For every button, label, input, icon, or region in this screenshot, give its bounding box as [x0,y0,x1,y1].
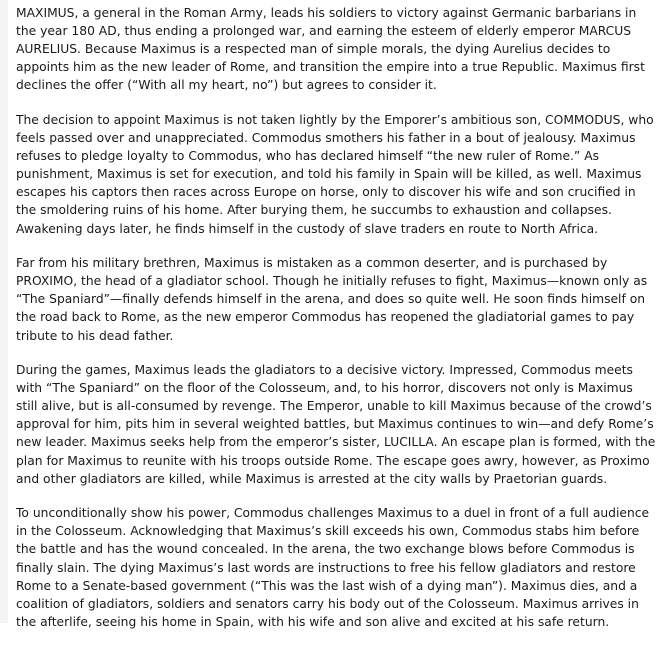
paragraph-2: The decision to appoint Maximus is not taken lightly by the Emporer’s ambitious son, COMMODUS, who feels passed over and unappreciated. Commodus smothers his father in a bout of jealousy. Maximus refuses to pledge loyalty to Commodus, who has declared himself “the new ruler of Rome.” As punishment, Maximus is set for execution, and told his family in Spain will be killed, as well. Maximus escapes his captors then races across Europe on horse, only to discover his wife and son crucified in the smoldering ruins of his home. After burying them, he succumbs to exhaustion and collapses. Awakening days later, he finds himself in the custody of slave traders en route to North Africa. [16,112,654,236]
paragraph-3: Far from his military brethren, Maximus is mistaken as a common deserter, and is purchased by PROXIMO, the head of a gladiator school. Though he initially refuses to fight, Maximus—known only as “The Spaniard”—finally defends himself in the arena, and does so quite well. He soon finds himself on the road back to Rome, as the new emperor Commodus has reopened the gladiatorial games to pay tribute to his dead father. [16,256,648,343]
paragraph-5: To unconditionally show his power, Commodus challenges Maximus to a duel in front of a full audience in the Colosseum. Acknowledging that Maximus’s skill exceeds his own, Commodus stabs him before the battle and has the wound concealed. In the arena, the two exchange blows before Commodus is finally slain. The dying Maximus’s last words are instructions to free his fellow gladiators and restore Rome to a Senate-based government (“This was the last wish of a dying man”). Maximus dies, and a coalition of gladiators, soldiers and senators carry his body out of the Colosseum. Maximus arrives in the afterlife, seeing his home in Spain, with his wife and son alive and excited at his safe return. [16,506,650,629]
left-gutter [0,0,8,623]
paragraph-4: During the games, Maximus leads the gladiators to a decisive victory. Impressed, Commodus meets with “The Spaniard” on the floor of the Colosseum, and, to his horror, discovers not only is Maximus still alive, but is all-consumed by revenge. The Emperor, unable to kill Maximus because of the crowd’s approval for him, pits him in several weighted battles, but Maximus continues to win—and defy Rome’s new leader. Maximus seeks help from the emperor’s sister, LUCILLA. An escape plan is formed, with the plan for Maximus to reunite with his troops outside Rome. The escape goes awry, however, as Proximo and other gladiators are killed, while Maximus is arrested at the city walls by Praetorian guards. [16,363,656,486]
paragraph-1: MAXIMUS, a general in the Roman Army, leads his soldiers to victory against Germanic barbarians in the year 180 AD, thus ending a prolonged war, and earning the esteem of elderly emperor MARCUS AURELIUS. Because Maximus is a respected man of simple morals, the dying Aurelius decides to appoints him as the new leader of Rome, and transition the empire into a true Republic. Maximus first declines the offer (“With all my heart, no”) but agrees to consider it. [16,6,645,93]
plot-summary-article [16,4,658,647]
